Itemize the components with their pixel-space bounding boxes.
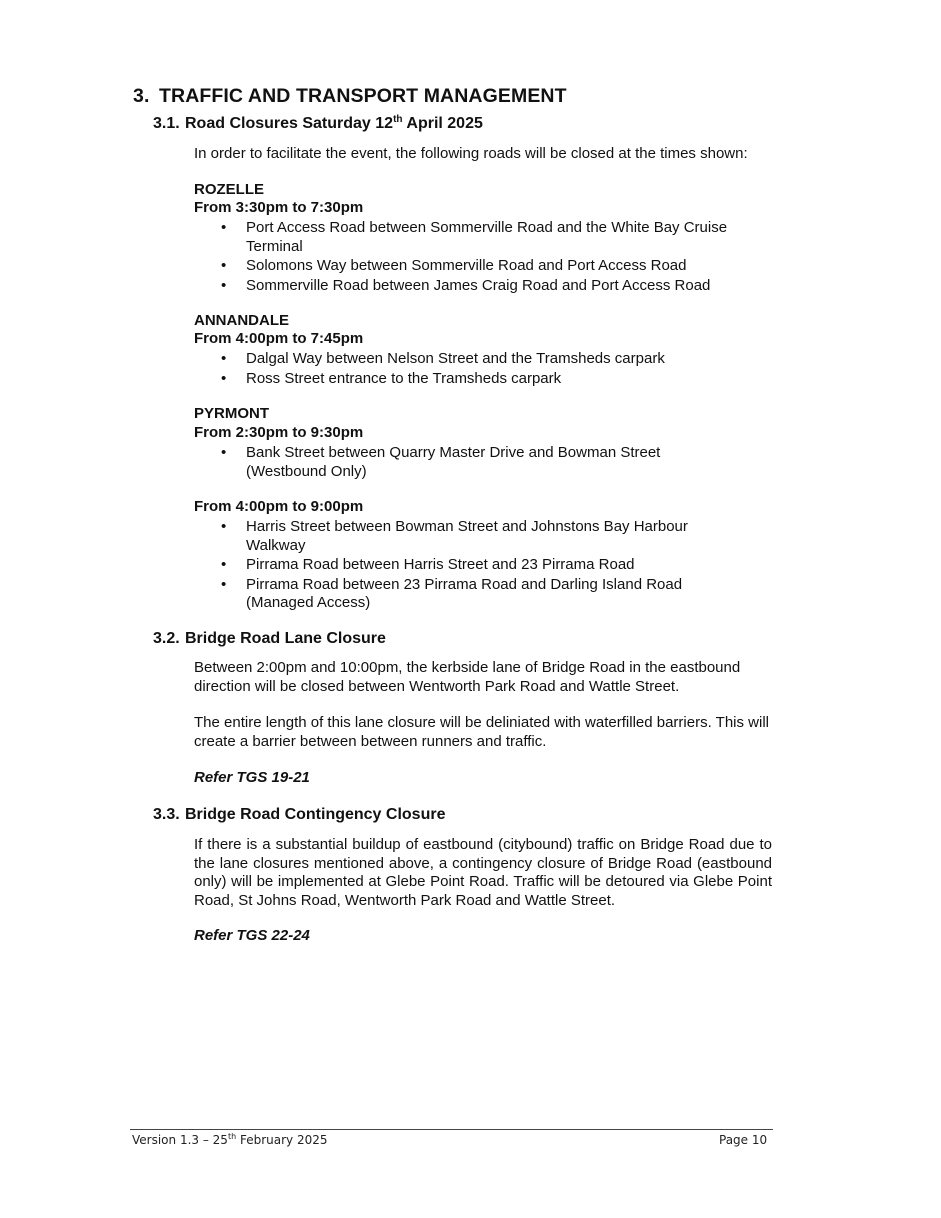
list-item	[194, 277, 772, 296]
bullet-icon: •	[221, 369, 227, 387]
ordinal-suffix: th	[227, 1132, 237, 1141]
bullet-icon: •	[221, 257, 227, 274]
subsection-heading-3-3	[153, 806, 445, 824]
list-item-text: Harris Street between Bowman Street and Johnstons Bay Harbour Walkway	[246, 518, 688, 554]
list-item-text: Pirrama Road between Harris Street and 23 Pirrama Road	[246, 556, 635, 573]
bullet-icon: •	[221, 219, 227, 236]
subsection-title: Bridge Road Contingency Closure	[185, 806, 446, 823]
subsection-number: 3.1.	[153, 115, 180, 132]
list-item	[194, 350, 772, 369]
bullet-icon: •	[221, 444, 227, 461]
footer-version-date: February 2025	[236, 1133, 328, 1147]
list-item	[194, 370, 772, 389]
footer-version-text: Version 1.3 – 25	[132, 1133, 228, 1147]
lane-closure-paragraph: Between 2:00pm and 10:00pm, the kerbside lane of Bridge Road in the eastbound direction will be closed between Wentworth Park Road and Wattle Street.	[194, 659, 741, 695]
barrier-paragraph: The entire length of this lane closure will be deliniated with waterfilled barriers. This will create a barrier between between runners and traffic.	[194, 714, 769, 750]
tgs-reference: Refer TGS 19-21	[194, 769, 310, 786]
list-item-text: Ross Street entrance to the Tramsheds carpark	[246, 369, 562, 387]
list-item	[194, 576, 772, 613]
list-item-text: Port Access Road between Sommerville Road and the White Bay Cruise Terminal	[246, 219, 728, 255]
time-range-pyrmont-1: From 2:30pm to 9:30pm	[194, 424, 364, 441]
ordinal-suffix: th	[393, 114, 403, 125]
intro-paragraph: In order to facilitate the event, the following roads will be closed at the times shown:	[194, 145, 748, 162]
tgs-reference: Refer TGS 22-24	[194, 927, 310, 944]
bullet-icon: •	[221, 518, 227, 535]
area-heading-rozelle: ROZELLE	[194, 181, 264, 198]
section-heading	[133, 85, 567, 108]
list-item-text: Pirrama Road between 23 Pirrama Road and Darling Island Road (Managed Access)	[246, 575, 683, 611]
list-item	[194, 556, 772, 575]
list-item-text: Dalgal Way between Nelson Street and the Tramsheds carpark	[246, 350, 665, 367]
section-title: TRAFFIC AND TRANSPORT MANAGEMENT	[159, 85, 567, 107]
contingency-paragraph: If there is a substantial buildup of eastbound (citybound) traffic on Bridge Road due to the lane closures mentioned above, a contingency closure of Bridge Road (eastbound only) will be implemented at Glebe Point Road. Traffic will be detoured via Glebe Point Road, St Johns Road, Wentworth Park Road and Wattle Street.	[194, 836, 772, 909]
time-range-annandale: From 4:00pm to 7:45pm	[194, 330, 364, 347]
subsection-title: Bridge Road Lane Closure	[185, 630, 386, 647]
subsection-number: 3.2.	[153, 630, 180, 647]
list-item	[194, 444, 772, 481]
list-item	[194, 518, 772, 555]
subsection-heading-3-1	[153, 115, 483, 133]
footer-version	[132, 1133, 328, 1147]
area-heading-pyrmont: PYRMONT	[194, 405, 269, 422]
pyrmont-closure-list-1	[194, 444, 772, 482]
subsection-heading-3-2	[153, 630, 386, 648]
list-item-text: Sommerville Road between James Craig Road and Port Access Road	[246, 276, 711, 294]
time-range-pyrmont-2: From 4:00pm to 9:00pm	[194, 498, 364, 515]
list-item-text: Solomons Way between Sommerville Road and Port Access Road	[246, 257, 687, 274]
list-item	[194, 257, 772, 276]
list-item-text: Bank Street between Quarry Master Drive and Bowman Street (Westbound Only)	[246, 444, 661, 480]
subsection-title-suffix: April 2025	[402, 115, 483, 132]
subsection-title: Road Closures Saturday 12	[185, 115, 394, 132]
bullet-icon: •	[221, 276, 227, 294]
pyrmont-closure-list-2	[194, 518, 772, 614]
area-heading-annandale: ANNANDALE	[194, 312, 289, 329]
bullet-icon: •	[221, 350, 227, 367]
bullet-icon: •	[221, 556, 227, 573]
bullet-icon: •	[221, 575, 227, 593]
time-range-rozelle: From 3:30pm to 7:30pm	[194, 199, 364, 216]
subsection-number: 3.3.	[153, 806, 180, 823]
footer-page-number: Page 10	[719, 1133, 768, 1147]
section-number: 3.	[133, 85, 150, 107]
list-item	[194, 219, 772, 256]
footer-divider	[130, 1129, 773, 1130]
annandale-closure-list	[194, 350, 772, 389]
rozelle-closure-list	[194, 219, 772, 296]
